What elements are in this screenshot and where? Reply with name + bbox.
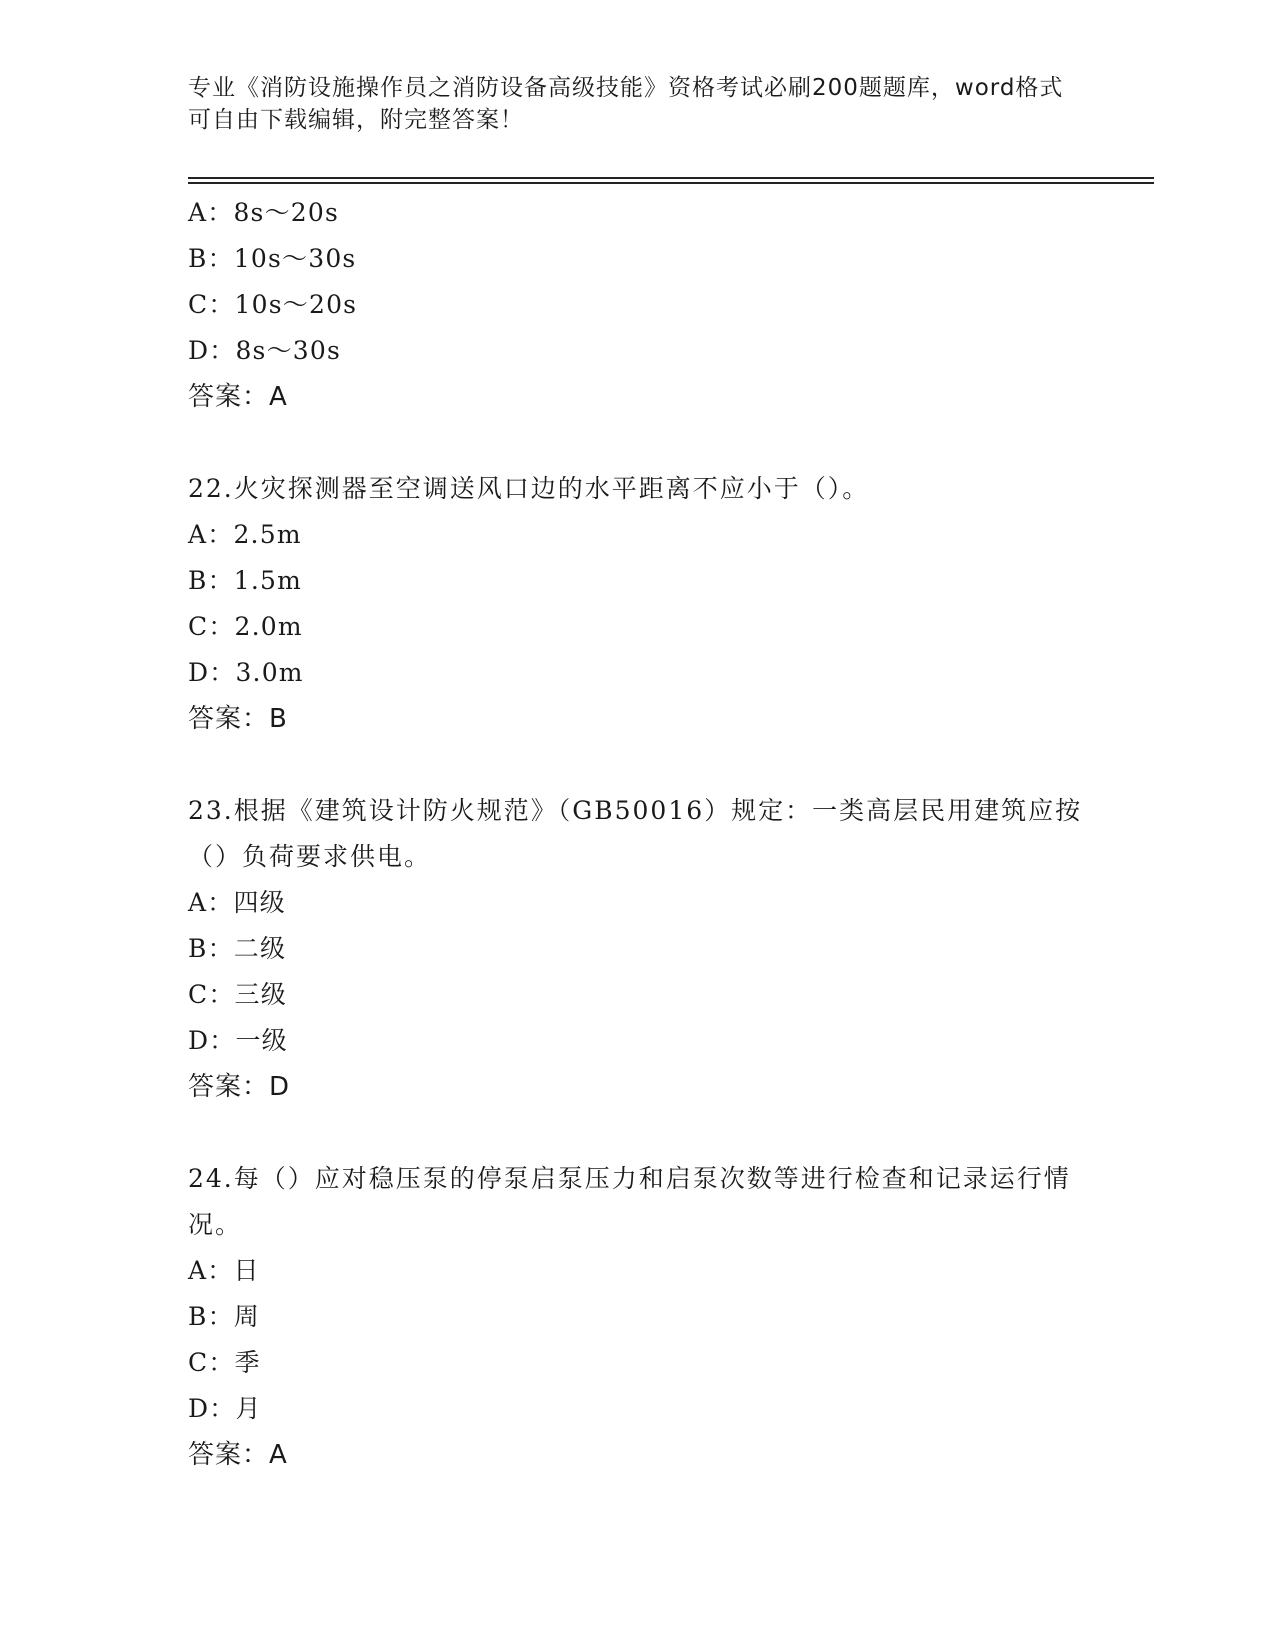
document-header: 专业《消防设施操作员之消防设备高级技能》资格考试必刷200题题库，word格式可自由下载编辑，附完整答案！ <box>188 75 1064 133</box>
option-a: A：8s～20s <box>188 198 340 227</box>
header-divider-top <box>188 177 1154 179</box>
answer-label: 答案：A <box>188 1440 288 1470</box>
option-a: A：四级 <box>188 888 286 917</box>
answer-label: 答案：A <box>188 382 288 412</box>
option-b: B：10s～30s <box>188 244 357 273</box>
question-23 <box>188 788 1088 1110</box>
option-c: C：2.0m <box>188 612 303 641</box>
option-b: B：二级 <box>188 934 287 963</box>
option-c: C：季 <box>188 1348 261 1377</box>
option-c: C：三级 <box>188 980 287 1009</box>
question-24 <box>188 1156 1088 1478</box>
question-list <box>188 190 1088 1478</box>
question-text: 22.火灾探测器至空调送风口边的水平距离不应小于（）。 <box>188 474 870 503</box>
answer-label: 答案：D <box>188 1072 291 1102</box>
option-d: D：一级 <box>188 1026 288 1055</box>
option-d: D：月 <box>188 1394 262 1423</box>
answer-label: 答案：B <box>188 704 288 734</box>
header-divider-bottom <box>188 182 1154 184</box>
option-c: C：10s～20s <box>188 290 358 319</box>
question-21 <box>188 190 1088 420</box>
question-22 <box>188 466 1088 742</box>
option-b: B：1.5m <box>188 566 303 595</box>
option-d: D：8s～30s <box>188 336 342 365</box>
option-b: B：周 <box>188 1302 260 1331</box>
question-text: 23.根据《建筑设计防火规范》（GB50016）规定：一类高层民用建筑应按（）负荷要求供电。 <box>188 796 1083 871</box>
option-a: A：日 <box>188 1256 260 1285</box>
option-a: A：2.5m <box>188 520 302 549</box>
question-text: 24.每（）应对稳压泵的停泵启泵压力和启泵次数等进行检查和记录运行情况。 <box>188 1164 1071 1239</box>
option-d: D：3.0m <box>188 658 304 687</box>
